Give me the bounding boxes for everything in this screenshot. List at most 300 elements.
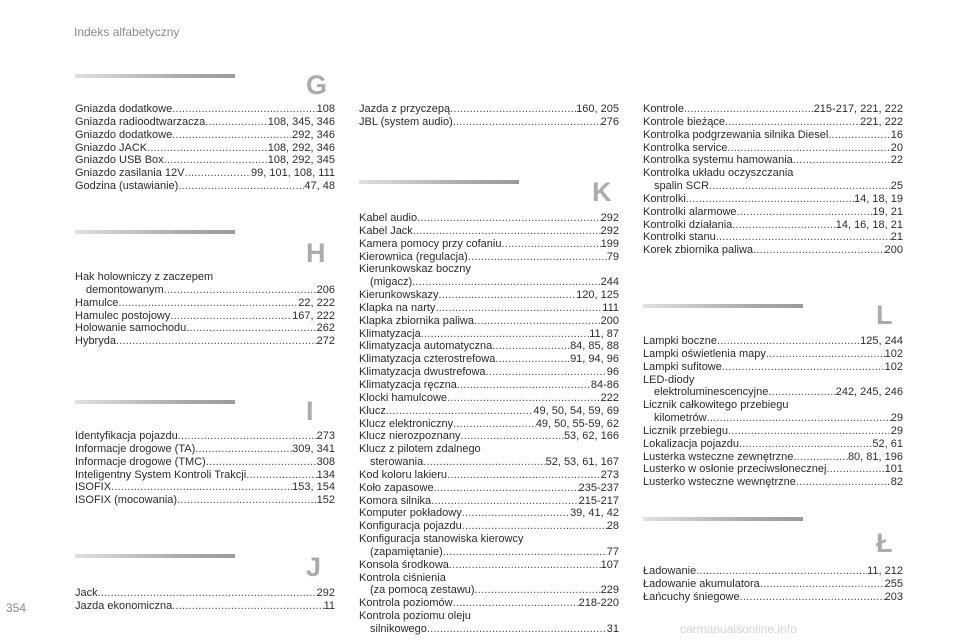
entry-subline — [75, 284, 335, 297]
index-entry — [643, 463, 903, 476]
dot-leader — [438, 289, 576, 302]
entry-pages: 221, 222 — [860, 115, 903, 128]
index-entry — [643, 335, 903, 348]
entry-pages: 96 — [606, 366, 619, 379]
entry-pages: 160, 205 — [576, 103, 619, 115]
index-entry — [75, 481, 335, 494]
index-entry — [359, 405, 619, 418]
index-entry — [643, 565, 903, 578]
entry-pages: 82 — [890, 476, 903, 489]
entry-text: Klocki hamulcowe — [359, 391, 448, 404]
entry-pages: 200 — [884, 244, 903, 257]
entry-pages: 206 — [316, 283, 335, 296]
entry-text: Kontrolka service — [643, 141, 728, 154]
index-entry — [643, 361, 903, 374]
dot-leader — [696, 565, 867, 578]
entry-heading: Kontrola ciśnienia — [359, 571, 446, 584]
dot-leader — [98, 587, 317, 600]
entry-text: Klapka zbiornika paliwa — [359, 314, 474, 327]
entry-pages: 276 — [600, 115, 619, 128]
dot-leader — [178, 430, 317, 443]
entry-text: Kamera pomocy przy cofaniu — [359, 237, 502, 250]
dot-leader — [443, 546, 607, 559]
entry-pages: 31 — [606, 623, 619, 635]
entry-text: (zapamiętanie) — [370, 545, 443, 558]
entry-pages: 11 — [323, 599, 335, 612]
entry-pages: 22 — [890, 154, 903, 167]
entry-pages: 101 — [884, 463, 903, 476]
dot-leader — [172, 103, 316, 116]
entry-text: Korek zbiornika paliwa — [643, 244, 754, 257]
index-entry — [75, 142, 335, 155]
entry-text: Gniazdo USB Box — [75, 154, 164, 167]
index-entry — [75, 443, 335, 456]
entry-pages: 52, 53, 61, 167 — [545, 456, 619, 469]
dot-leader — [435, 302, 602, 315]
entry-text: Informacje drogowe (TMC) — [75, 455, 206, 468]
dot-leader — [828, 129, 890, 142]
index-list-j — [75, 587, 335, 613]
index-entry — [75, 494, 335, 507]
entry-pages: 29 — [890, 424, 903, 437]
entry-pages: 11, 212 — [867, 565, 903, 577]
index-entry — [643, 451, 903, 464]
index-entry — [75, 271, 335, 297]
index-entry — [643, 219, 903, 232]
entry-pages: 308 — [316, 455, 335, 468]
entry-text: kilometrów — [654, 412, 707, 425]
entry-pages: 79 — [606, 250, 619, 263]
entry-pages: 292, 346 — [292, 128, 335, 141]
entry-pages: 29 — [890, 412, 903, 425]
dot-leader — [453, 597, 579, 610]
index-entry — [359, 116, 619, 129]
entry-pages: 108 — [316, 103, 335, 115]
entry-pages: 49, 50, 54, 59, 69 — [533, 404, 619, 417]
index-entry — [643, 206, 903, 219]
index-entry — [75, 180, 335, 193]
entry-pages: 152 — [316, 494, 335, 507]
entry-text: Klimatyzacja ręczna — [359, 378, 457, 391]
entry-text: Lusterka wsteczne zewnętrzne — [643, 450, 794, 463]
dot-leader — [246, 469, 316, 482]
index-list-i — [75, 430, 335, 507]
entry-text: Gniazda dodatkowe — [75, 103, 173, 115]
dot-leader — [205, 116, 267, 129]
entry-text: Jazda ekonomiczna — [75, 599, 173, 612]
dot-leader — [796, 476, 891, 489]
index-list-h — [75, 271, 335, 348]
index-entry — [643, 167, 903, 193]
index-entry — [359, 302, 619, 315]
entry-pages: 22, 222 — [298, 296, 335, 309]
section-bar-i — [75, 400, 235, 404]
entry-heading: LED-diody — [643, 373, 695, 386]
entry-text: Komputer pokładowy — [359, 507, 462, 520]
index-entry — [75, 167, 335, 180]
entry-pages: 153, 154 — [292, 481, 335, 494]
entry-pages: 16 — [890, 128, 903, 141]
dot-leader — [793, 154, 891, 167]
entry-text: (migacz) — [370, 276, 413, 289]
dot-leader — [164, 154, 268, 167]
dot-leader — [475, 584, 601, 597]
entry-text: Identyfikacja pojazdu — [75, 430, 178, 442]
entry-text: Gniazdo JACK — [75, 141, 148, 154]
entry-pages: 242, 245, 246 — [835, 386, 903, 399]
entry-text: ISOFIX (mocowania) — [75, 494, 178, 507]
dot-leader — [431, 495, 578, 508]
index-list-l-stroke — [643, 565, 903, 604]
section-letter-k: K — [592, 177, 612, 207]
entry-text: silnikowego — [370, 623, 427, 635]
entry-text: Klimatyzacja — [359, 327, 421, 340]
entry-text: Kontrolki działania — [643, 218, 733, 231]
entry-pages: 102 — [884, 347, 903, 360]
entry-text: JBL (system audio) — [359, 115, 453, 128]
index-entry — [359, 212, 619, 225]
index-entry — [359, 597, 619, 610]
index-entry — [643, 425, 903, 438]
index-entry — [643, 438, 903, 451]
entry-pages: 107 — [600, 558, 619, 571]
entry-text: Gniazdo zasilania 12V — [75, 167, 185, 180]
entry-pages: 25 — [890, 180, 903, 193]
index-entry — [75, 335, 335, 348]
dot-leader — [732, 219, 835, 232]
entry-pages: 134 — [316, 468, 335, 481]
dot-leader — [717, 335, 860, 348]
entry-text: Kontrole bieżące — [643, 115, 725, 128]
dot-leader — [195, 443, 292, 456]
entry-subline — [359, 623, 619, 636]
entry-text: Kontrolki alarmowe — [643, 205, 737, 218]
entry-pages: 77 — [606, 545, 619, 558]
index-entry — [359, 482, 619, 495]
entry-text: Klimatyzacja dwustrefowa — [359, 366, 486, 379]
index-entry — [643, 399, 903, 425]
entry-pages: 215-217, 221, 222 — [813, 103, 903, 115]
entry-pages: 272 — [316, 335, 335, 348]
dot-leader — [793, 451, 848, 464]
index-entry — [359, 392, 619, 405]
dot-leader — [739, 438, 872, 451]
entry-text: Kontrolka podgrzewania silnika Diesel — [643, 128, 829, 141]
entry-text: Lampki boczne — [643, 335, 717, 347]
entry-pages: 91, 94, 96 — [570, 353, 619, 366]
entry-subline — [643, 386, 903, 399]
index-entry — [75, 322, 335, 335]
index-entry — [75, 310, 335, 323]
entry-pages: 262 — [316, 322, 335, 335]
index-entry — [75, 600, 335, 613]
watermark: carmanualsonline.info — [680, 622, 797, 636]
index-entry — [643, 476, 903, 489]
index-entry — [75, 154, 335, 167]
dot-leader — [450, 103, 576, 116]
dot-leader — [716, 231, 891, 244]
entry-text: Konfiguracja pojazdu — [359, 520, 462, 533]
entry-subline — [643, 412, 903, 425]
index-entry — [359, 495, 619, 508]
dot-leader — [434, 482, 579, 495]
entry-pages: 120, 125 — [576, 289, 619, 302]
dot-leader — [492, 340, 570, 353]
entry-heading: Hak holowniczy z zaczepem — [75, 271, 214, 283]
dot-leader — [709, 180, 891, 193]
index-entry — [643, 129, 903, 142]
entry-text: demontowanym — [86, 283, 164, 296]
entry-pages: 14, 18, 19 — [854, 192, 903, 205]
entry-text: Ładowanie — [643, 565, 697, 577]
entry-pages: 53, 62, 166 — [563, 430, 619, 443]
dot-leader — [753, 244, 885, 257]
dot-leader — [768, 386, 835, 399]
entry-text: Lokalizacja pojazdu — [643, 437, 740, 450]
dot-leader — [462, 507, 570, 520]
dot-leader — [727, 142, 890, 155]
dot-leader — [447, 392, 601, 405]
dot-leader — [423, 456, 545, 469]
entry-pages: 292 — [316, 587, 335, 599]
index-entry — [359, 572, 619, 598]
section-bar-l — [643, 304, 803, 308]
index-entry — [643, 591, 903, 604]
dot-leader — [147, 142, 268, 155]
index-entry — [359, 610, 619, 636]
dot-leader — [413, 225, 601, 238]
entry-pages: 14, 16, 18, 21 — [835, 218, 903, 231]
index-entry — [359, 559, 619, 572]
entry-text: Kontrolki stanu — [643, 231, 716, 244]
entry-subline — [359, 546, 619, 559]
entry-pages: 99, 101, 108, 111 — [251, 167, 335, 180]
entry-pages: 108, 345, 346 — [267, 115, 335, 128]
dot-leader — [461, 430, 564, 443]
entry-text: Hamulec postojowy — [75, 309, 171, 322]
entry-text: Hybryda — [75, 335, 116, 348]
entry-pages: 84, 85, 88 — [570, 340, 619, 353]
entry-text: Klimatyzacja automatyczna — [359, 340, 493, 353]
index-entry — [75, 297, 335, 310]
section-letter-l-stroke: Ł — [876, 528, 893, 558]
entry-pages: 273 — [316, 430, 335, 442]
index-list-g — [75, 103, 335, 193]
entry-text: Klapka na narty — [359, 301, 436, 314]
section-letter-h: H — [306, 238, 326, 268]
entry-heading: Kierunkowskaz boczny — [359, 263, 471, 276]
index-entry — [643, 154, 903, 167]
entry-pages: 235-237 — [578, 481, 619, 494]
entry-text: Kontrolki — [643, 192, 686, 205]
entry-text: ISOFIX — [75, 481, 112, 494]
dot-leader — [118, 297, 298, 310]
entry-text: Inteligentny System Kontroli Trakcji — [75, 468, 247, 481]
dot-leader — [184, 167, 251, 180]
section-bar-l-stroke — [643, 517, 803, 521]
dot-leader — [728, 425, 891, 438]
dot-leader — [412, 276, 600, 289]
index-entry — [75, 469, 335, 482]
dot-leader — [111, 481, 292, 494]
entry-text: sterowania — [370, 456, 424, 469]
entry-heading: Konfiguracja stanowiska kierowcy — [359, 533, 524, 546]
index-entry — [643, 142, 903, 155]
entry-pages: 80, 81, 196 — [847, 450, 903, 463]
entry-text: Godzina (ustawianie) — [75, 180, 179, 193]
entry-text: Klucz elektroniczny — [359, 417, 454, 430]
entry-pages: 20 — [890, 141, 903, 154]
dot-leader — [462, 520, 607, 533]
dot-leader — [177, 494, 317, 507]
page-number: 354 — [6, 601, 27, 615]
index-entry — [75, 430, 335, 443]
index-entry — [359, 238, 619, 251]
dot-leader — [453, 116, 601, 129]
dot-leader — [725, 116, 860, 129]
index-entry — [75, 103, 335, 116]
index-entry — [359, 263, 619, 289]
entry-pages: 215-217 — [578, 494, 619, 507]
dot-leader — [468, 251, 607, 264]
entry-pages: 111 — [602, 301, 619, 314]
entry-text: Komora silnika — [359, 494, 432, 507]
index-entry — [643, 103, 903, 116]
entry-subline — [359, 584, 619, 597]
section-letter-g: G — [306, 70, 328, 100]
index-list-k-cont — [643, 103, 903, 257]
dot-leader — [457, 379, 591, 392]
entry-text: Koło zapasowe — [359, 481, 434, 494]
entry-heading: Klucz z pilotem zdalnego — [359, 443, 481, 456]
dot-leader — [164, 284, 317, 297]
index-entry — [359, 469, 619, 482]
entry-text: Kabel audio — [359, 212, 418, 224]
entry-pages: 222 — [600, 391, 619, 404]
entry-text: Lusterko w osłonie przeciwsłonecznej — [643, 463, 827, 476]
entry-text: Lampki oświetlenia mapy — [643, 347, 766, 360]
dot-leader — [417, 212, 601, 225]
entry-pages: 218-220 — [578, 597, 619, 610]
dot-leader — [474, 315, 601, 328]
dot-leader — [686, 193, 854, 206]
entry-pages: 244 — [600, 276, 619, 289]
dot-leader — [449, 559, 601, 572]
entry-pages: 47, 48 — [304, 180, 335, 193]
entry-text: Ładowanie akumulatora — [643, 577, 760, 590]
index-entry — [359, 366, 619, 379]
dot-leader — [760, 578, 885, 591]
entry-pages: 108, 292, 345 — [267, 154, 335, 167]
index-entry — [359, 443, 619, 469]
entry-pages: 19, 21 — [872, 205, 903, 218]
entry-pages: 292 — [600, 212, 619, 224]
index-entry — [643, 244, 903, 257]
entry-text: Lusterko wsteczne wewnętrzne — [643, 476, 796, 489]
index-entry — [359, 379, 619, 392]
section-letter-j: J — [306, 552, 322, 582]
section-bar-g — [75, 74, 235, 78]
entry-pages: 39, 41, 42 — [570, 507, 619, 520]
dot-leader — [722, 361, 885, 374]
entry-pages: 255 — [884, 577, 903, 590]
dot-leader — [447, 469, 601, 482]
entry-heading: Kontrolka układu oczyszczania — [643, 167, 794, 180]
dot-leader — [486, 366, 607, 379]
entry-pages: 199 — [600, 237, 619, 250]
entry-pages: 229 — [600, 584, 619, 597]
dot-leader — [116, 335, 317, 348]
entry-text: Hamulce — [75, 296, 119, 309]
index-entry — [75, 129, 335, 142]
index-entry — [75, 116, 335, 129]
dot-leader — [172, 600, 323, 613]
index-entry — [359, 507, 619, 520]
entry-text: Klucz — [359, 404, 386, 417]
entry-text: Jazda z przyczepą — [359, 103, 451, 115]
dot-leader — [453, 418, 536, 431]
entry-pages: 203 — [884, 590, 903, 603]
section-letter-l: L — [876, 300, 893, 330]
index-entry — [643, 348, 903, 361]
dot-leader — [684, 103, 814, 116]
entry-pages: 292 — [600, 224, 619, 237]
index-entry — [359, 533, 619, 559]
dot-leader — [737, 206, 873, 219]
index-entry — [359, 520, 619, 533]
index-entry — [359, 289, 619, 302]
entry-text: Klimatyzacja czterostrefowa — [359, 353, 496, 366]
index-entry — [643, 231, 903, 244]
dot-leader — [172, 129, 292, 142]
section-bar-j — [75, 554, 235, 558]
section-letter-i: I — [306, 396, 314, 426]
dot-leader — [740, 591, 885, 604]
entry-text: Gniazda radioodtwarzacza — [75, 115, 206, 128]
entry-heading: Kontrola poziomu oleju — [359, 610, 471, 623]
index-entry — [643, 116, 903, 129]
index-list-k — [359, 212, 619, 636]
entry-text: spalin SCR — [654, 180, 710, 193]
index-entry — [359, 225, 619, 238]
index-entry — [359, 251, 619, 264]
entry-pages: 125, 244 — [860, 335, 903, 347]
entry-text: Kierownica (regulacja) — [359, 250, 468, 263]
entry-pages: 28 — [606, 520, 619, 533]
entry-text: Kontrole — [643, 103, 684, 115]
entry-subline — [359, 276, 619, 289]
entry-text: Kontrola poziomów — [359, 597, 453, 610]
entry-text: Kod koloru lakieru — [359, 468, 448, 481]
index-entry — [643, 578, 903, 591]
entry-text: Jack — [75, 587, 98, 599]
dot-leader — [427, 623, 607, 636]
dot-leader — [766, 348, 885, 361]
entry-text: Informacje drogowe (TA) — [75, 442, 196, 455]
entry-text: Holowanie samochodu — [75, 322, 187, 335]
dot-leader — [826, 463, 884, 476]
entry-text: Kabel Jack — [359, 224, 413, 237]
entry-text: Kierunkowskazy — [359, 289, 439, 302]
index-entry — [359, 328, 619, 341]
dot-leader — [495, 353, 570, 366]
index-entry — [359, 315, 619, 328]
dot-leader — [170, 310, 292, 323]
section-bar-h — [75, 230, 235, 234]
entry-text: Klucz nierozpoznany — [359, 430, 461, 443]
index-entry — [359, 353, 619, 366]
dot-leader — [386, 405, 533, 418]
